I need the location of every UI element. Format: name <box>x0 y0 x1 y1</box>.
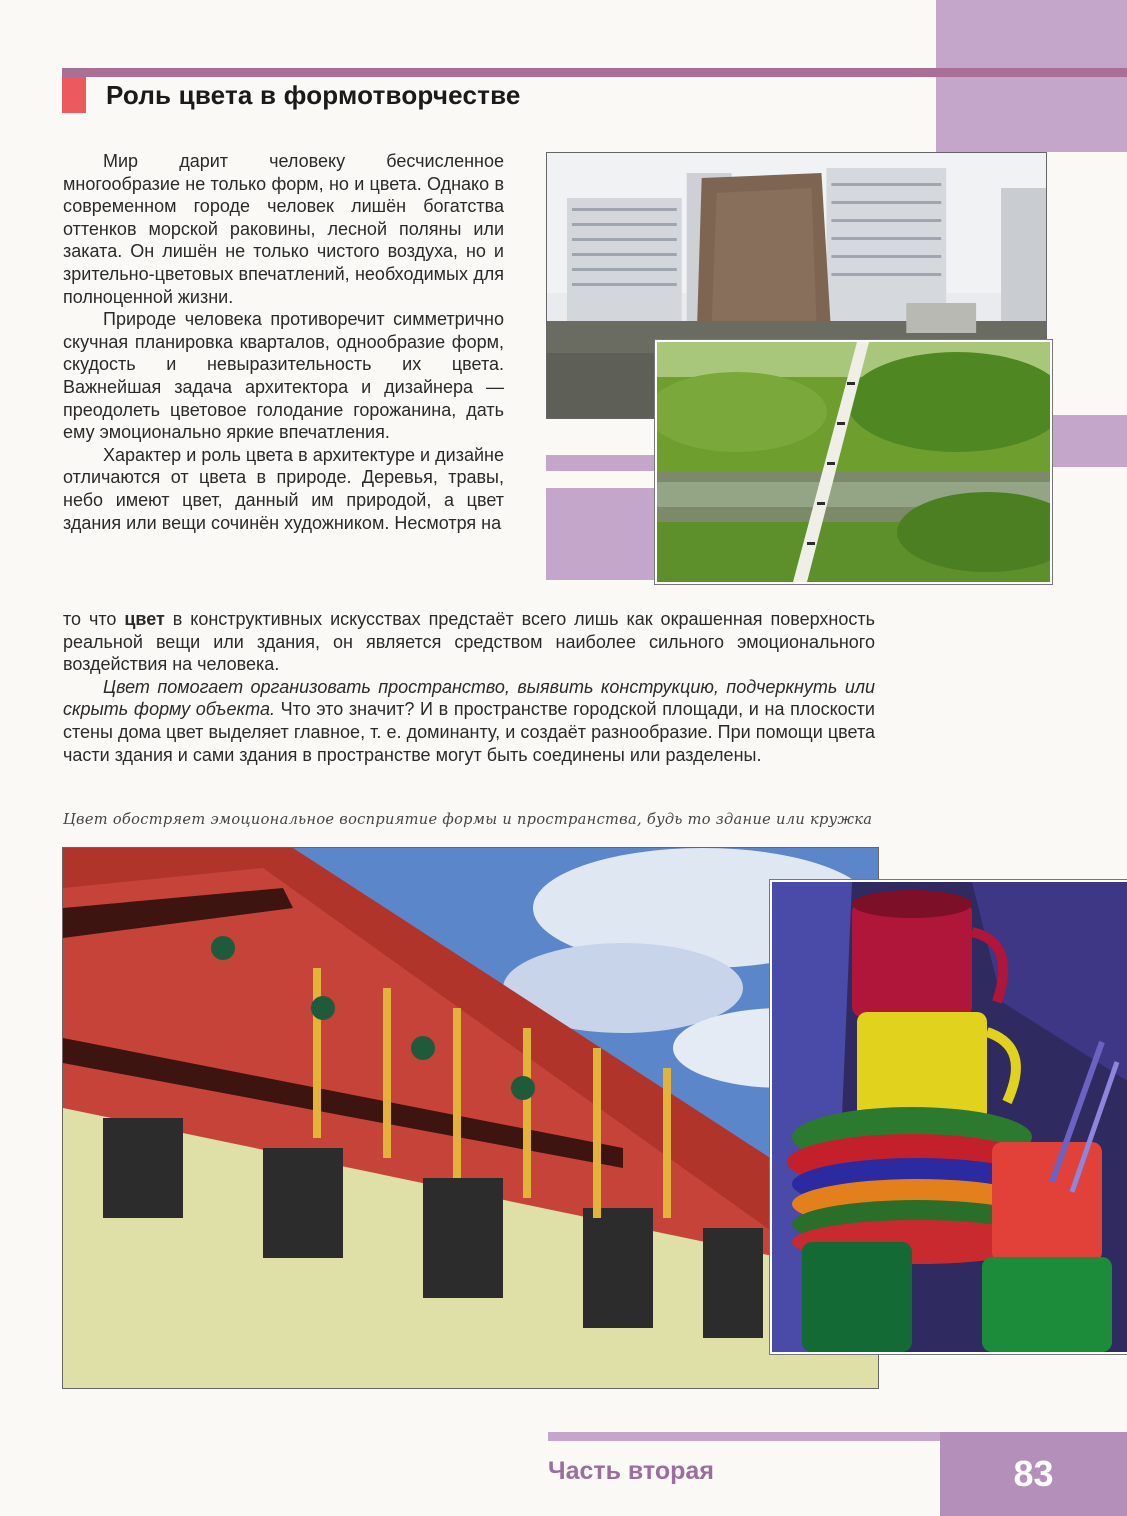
colorful-building-image <box>63 848 878 1388</box>
photo-colored-mugs <box>770 880 1127 1354</box>
paragraph-1: Мир дарит человеку бесчисленное многообразие не только форм, но и цвета. Однако в современном городе человек лишён богатства оттенков морской раковины, лесной поляны или заката. Он лишён не только чистого воздуха, но и зрительно-цветовых впечатлений, необходимых для полноценной жизни. <box>63 151 504 307</box>
page-number: 83 <box>940 1432 1127 1516</box>
footer-section-label: Часть вторая <box>548 1457 714 1485</box>
corner-block-top-right <box>936 0 1127 68</box>
page-title: Роль цвета в формотворчестве <box>106 80 521 110</box>
colored-mugs-image <box>772 882 1127 1352</box>
paragraph-5-rest: Что это значит? И в пространстве городской площади, и на плоскости стены дома цвет выделяет главное, т. е. доминанту, и создаёт разнообразие. При помощи цвета части здания и сами здания в пространстве могут быть соединены или разделены. <box>63 699 875 765</box>
footer-rule <box>548 1432 940 1441</box>
paragraph-2: Природе человека противоречит симметрично скучная планировка кварталов, однообразие форм, скудость и невыразительность их цвета. Важнейшая задача архитектора и дизайнера — преодолеть цветовое голодание горожанина, дать ему эмоционально яркие впечатления. <box>63 309 504 443</box>
paragraph-4-start: то что <box>63 609 117 629</box>
header-rule <box>62 68 1127 77</box>
text-column <box>63 150 504 534</box>
term-color: цвет <box>124 609 165 629</box>
side-block-right <box>936 77 1127 152</box>
title-marker <box>62 77 86 113</box>
paragraph-5-emphasis: Цвет помогает организовать пространство, выявить конструкцию, подчеркнуть или скрыть форму объекта. <box>63 676 875 720</box>
paragraph-4 <box>63 608 875 676</box>
birch-river-image <box>657 342 1050 582</box>
photo-colorful-building <box>62 847 879 1389</box>
text-wide <box>63 608 875 766</box>
accent-block-right <box>1050 415 1127 467</box>
accent-block-left <box>546 488 654 580</box>
paragraph-3: Характер и роль цвета в архитектуре и дизайне отличаются от цвета в природе. Деревья, травы, небо имеют цвет, данный им природой, а цвет здания или вещи сочинён художником. Несмотря на <box>63 444 504 533</box>
paragraph-4-rest: в конструктивных искусствах предстаёт всего лишь как окрашенная поверхность реальной вещи или здания, он является средством наиболее сильного эмоционального воздействия на человека. <box>63 609 875 675</box>
figure-caption: Цвет обостряет эмоциональное восприятие формы и пространства, будь то здание или кружка <box>63 811 873 828</box>
accent-stripe-left <box>546 455 654 471</box>
paragraph-5 <box>63 676 875 766</box>
photo-birch-river <box>655 340 1052 584</box>
